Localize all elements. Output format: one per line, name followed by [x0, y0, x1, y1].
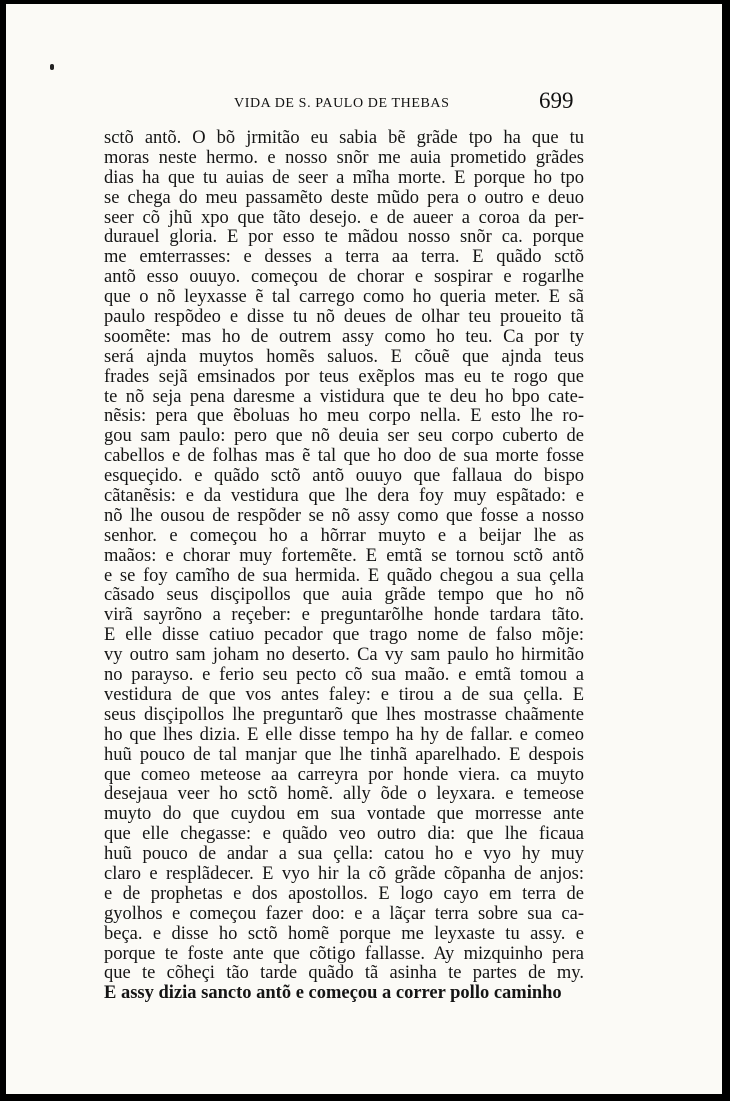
text-line: E assy dizia sancto antõ e começou a correr pollo caminho	[104, 983, 562, 1004]
text-line: vy outro sam joham no deserto. Ca vy sam paulo ho hirmitão	[104, 645, 584, 666]
text-line: gyolhos e começou fazer doo: e a lãçar terra sobre sua ca-	[104, 903, 584, 924]
text-line: huũ pouco de tal manjar que lhe tinhã aparelhado. E despois	[104, 744, 584, 765]
text-line: paulo respõdeo e disse tu nõ deues de olhar teu proueito tã	[104, 307, 584, 328]
text-line: maãos: e chorar muy fortemẽte. E emtã se tornou sctõ antõ	[104, 545, 584, 566]
text-line: cabellos e de folhas mas ẽ tal que ho doo de sua morte fosse	[104, 446, 584, 467]
text-line: virã sayrõno a reçeber: e preguntarõlhe honde tardara tãto.	[104, 605, 584, 626]
text-line: senhor. e começou ho a hõrrar muyto e a beijar lhe as	[104, 525, 584, 546]
text-line: huũ pouco de andar a sua çella: catou ho e vyo hy muy	[104, 844, 584, 865]
text-line: claro e resplãdecer. E vyo hir la cõ grãde cõpanha de anjos:	[104, 863, 584, 884]
text-line: te nõ seja pena daresme a vistidura que te deu ho bpo cate-	[104, 386, 584, 407]
text-line: se chega do meu passamẽto deste mũdo pera o outro e deuo	[104, 187, 584, 208]
page-number: 699	[539, 88, 574, 113]
text-line: soomẽte: mas ho de outrem assy como ho teu. Ca por ty	[104, 326, 584, 347]
text-line: frades sejã emsinados por teus exẽplos mas eu te rogo que	[104, 366, 584, 387]
text-line: seer cõ jhũ xpo que tãto desejo. e de aueer a coroa da per-	[104, 207, 584, 228]
text-line: vestidura de que vos antes faley: e tirou a de sua çella. E	[104, 684, 584, 705]
text-line: no parayso. e ferio seu pecto cõ sua maão. e emtã tomou a	[104, 665, 584, 686]
body-text	[104, 129, 584, 1004]
text-line: seus disçipollos lhe preguntarõ que lhes mostrasse chaãmente	[104, 704, 584, 725]
text-line: gou sam paulo: pero que nõ deuia ser seu corpo cuberto de	[104, 426, 584, 447]
text-line: e se foy camĩho de sua hermida. E quãdo chegou a sua çella	[104, 565, 584, 586]
text-line: será ajnda muytos homẽs saluos. E cõuẽ que ajnda teus	[104, 346, 584, 367]
running-title: VIDA DE S. PAULO DE THEBAS	[234, 96, 450, 111]
text-line: e de prophetas e dos apostollos. E logo cayo em terra de	[104, 883, 584, 904]
text-line: beça. e disse ho sctõ homẽ porque me leyxaste tu assy. e	[104, 923, 584, 944]
text-line: que comeo meteose aa carreyra por honde viera. ca muyto	[104, 764, 584, 785]
running-head	[6, 88, 722, 118]
text-line: que elle chegasse: e quãdo veo outro dia: que lhe ficaua	[104, 824, 584, 845]
text-line: me emterrasses: e desses a terra aa terra. E quãdo sctõ	[104, 247, 584, 268]
text-line: que o nõ leyxasse ẽ tal carrego como ho queria meter. E sã	[104, 287, 584, 308]
text-line: cãsado seus disçipollos que auia grãde tempo que ho nõ	[104, 585, 584, 606]
text-line: porque te foste ante que cõtigo fallasse. Ay mizquinho pera	[104, 943, 584, 964]
text-line: cãtanẽsis: e da vestidura que lhe dera foy muy espãtado: e	[104, 486, 584, 507]
text-line: durauel gloria. E por esso te mãdou nosso snõr ca. porque	[104, 227, 584, 248]
text-line: desejaua veer ho sctõ homẽ. ally õde o leyxara. e temeose	[104, 784, 584, 805]
text-line: dias ha que tu auias de seer a mĩha morte. E porque ho tpo	[104, 167, 584, 188]
text-line: E elle disse catiuo pecador que trago nome de falso mõje:	[104, 625, 584, 646]
ink-speck	[50, 64, 54, 70]
text-line: nẽsis: pera que ẽboluas ho meu corpo nella. E esto lhe ro-	[104, 406, 584, 427]
text-line: moras neste hermo. e nosso snõr me auia prometido grãdes	[104, 147, 584, 168]
text-line: esqueçido. e quãdo sctõ antõ ouuyo que fallaua do bispo	[104, 466, 584, 487]
text-line: nõ lhe ousou de respõder se nõ assy como que fosse a nosso	[104, 505, 584, 526]
text-line: ho que lhes dizia. E elle disse tempo ha hy de fallar. e comeo	[104, 724, 584, 745]
text-line: sctõ antõ. O bõ jrmitão eu sabia bẽ grãde tpo ha que tu	[104, 128, 584, 148]
book-page	[6, 4, 722, 1094]
text-line: muyto do que cuydou em sua vontade que morresse ante	[104, 804, 584, 825]
text-line: que te cõheçi tão tarde quãdo tã asinha te partes de my.	[104, 963, 584, 984]
text-line: antõ esso ouuyo. começou de chorar e sospirar e rogarlhe	[104, 267, 584, 288]
